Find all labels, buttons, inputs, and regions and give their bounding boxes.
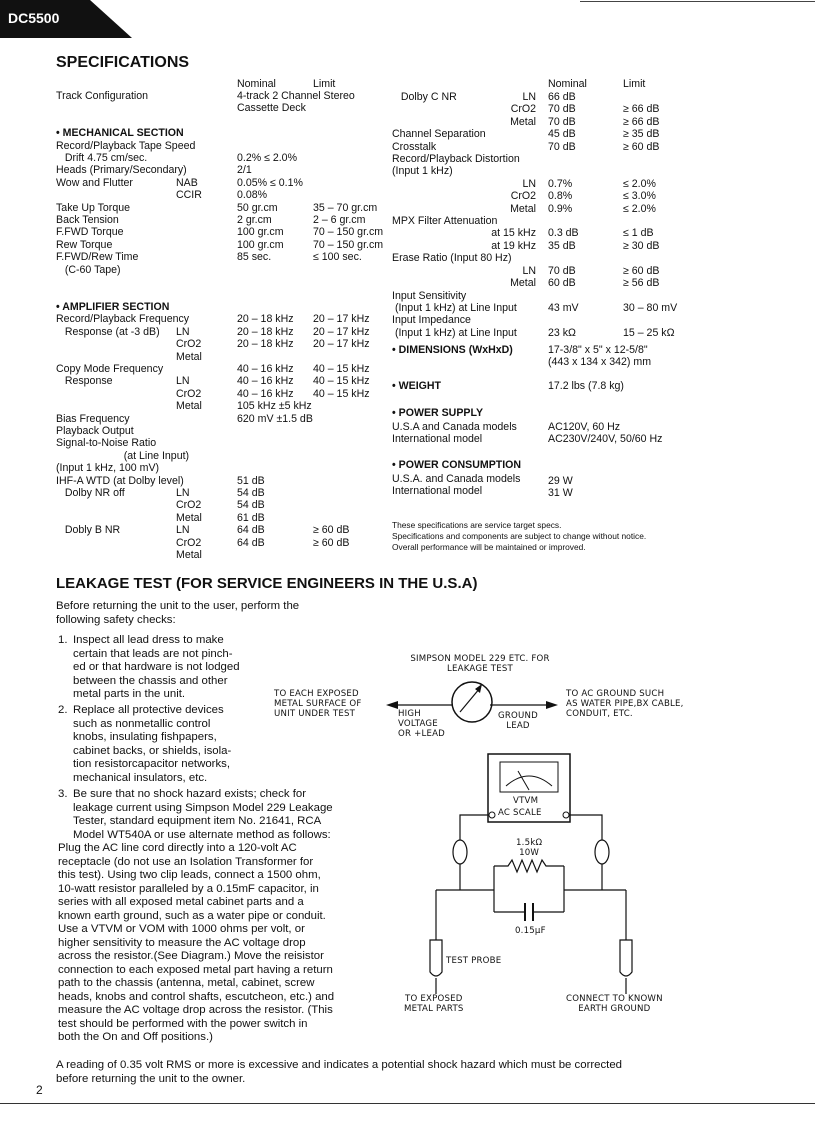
- weight-label: • WEIGHT: [392, 380, 442, 392]
- ac-scale-label: AC SCALE: [498, 808, 542, 818]
- leakage-title: LEAKAGE TEST (FOR SERVICE ENGINEERS IN THE U.S.A): [56, 575, 478, 592]
- left-spec-sublabels: NAB CCIR LN CrO2 Metal LN CrO2 Metal LN CrO2 Metal LN CrO2 Metal: [176, 176, 202, 562]
- power-supply-rows: U.S.A and Canada models International model: [392, 421, 517, 446]
- vtvm-label: VTVM: [513, 796, 539, 806]
- right-spec-nominal: 66 dB 70 dB 70 dB 45 dB 70 dB 0.7% 0.8% 0.9% 0.3 dB 35 dB 70 dB 60 dB 43 mV 23 kΩ: [548, 91, 579, 339]
- ground-lead-label: GROUND LEAD: [498, 711, 538, 731]
- test-probe-label: TEST PROBE: [446, 956, 502, 966]
- right-spec-sublabels: LN CrO2 Metal LN CrO2 Metal at 15 kHz at 19 kHz LN Metal: [491, 91, 536, 290]
- left-spec-labels: Track Configuration • MECHANICAL SECTION Record/Playback Tape Speed Drift 4.75 cm/sec. Heads (Primary/Secondary) Wow and Flutter Take Up Torque Back Tension F.FWD Torque Rew Torque F.FWD/Rew Time (C-60 Tape) • AMPLIFIER SECTION Record/Playback Frequency Response (at -3 dB) Copy Mode Frequency Response Bias Frequency Playback Output Signal-to-Noise Ratio (at Line Input) (Input 1 kHz, 100 mV) IHF-A WTD (at Dolby level) Dolby NR off Dobly B NR: [56, 90, 196, 537]
- capacitor-label: 0.15µF: [515, 926, 546, 936]
- left-spec-nominal: 4-track 2 Channel Stereo Cassette Deck 0.2% ≤ 2.0% 2/1 0.05% ≤ 0.1% 0.08% 50 gr.cm 2 gr.cm 100 gr.cm 100 gr.cm 85 sec. 20 – 18 kHz 20 – 18 kHz 20 – 18 kHz 40 – 16 kHz 40 – 16 kHz 40 – 16 kHz 105 kHz ±5 kHz 620 mV ±1.5 dB 51 dB 54 dB 54 dB 61 dB 64 dB 64 dB: [237, 90, 355, 549]
- item2-text: Replace all protective devices such as nonmetallic control knobs, insulating fishpapers, cabinet backs, or shields, isola- tion resistorcapacitor networks, mechanical insulators, etc.: [73, 704, 232, 784]
- dimensions-value: 17-3/8" x 5" x 12-5/8" (443 x 134 x 342) mm: [548, 344, 652, 369]
- power-consumption-label: • POWER CONSUMPTION: [392, 459, 522, 471]
- item1-number: 1.: [58, 634, 68, 646]
- dimensions-label: • DIMENSIONS (WxHxD): [392, 344, 513, 356]
- leakage-final: A reading of 0.35 volt RMS or more is excessive and indicates a potential shock hazard which must be corrected before returning the unit to the owner.: [56, 1059, 623, 1085]
- weight-value: 17.2 lbs (7.8 kg): [548, 380, 624, 392]
- item2-number: 2.: [58, 704, 68, 716]
- to-each-exposed-label: TO EACH EXPOSED METAL SURFACE OF UNIT UNDER TEST: [274, 689, 362, 719]
- to-ac-ground-label: TO AC GROUND SUCH AS WATER PIPE,BX CABLE, CONDUIT, ETC.: [566, 689, 684, 719]
- specs-title: SPECIFICATIONS: [56, 54, 190, 71]
- power-supply-values: AC120V, 60 Hz AC230V/240V, 50/60 Hz: [548, 421, 663, 446]
- left-limit-header: Limit: [313, 78, 336, 90]
- power-consumption-values: 29 W 31 W: [548, 475, 573, 500]
- specs-note: These specifications are service target specs. Specifications and components are subject to change without notice. Overall performance will be maintained or improved.: [392, 520, 647, 552]
- right-spec-labels: Dolby C NR Channel Separation Crosstalk Record/Playback Distortion (Input 1 kHz) MPX Filter Attenuation Erase Ratio (Input 80 Hz) Input Sensitivity (Input 1 kHz) at Line Input Input Impedance (Input 1 kHz) at Line Input: [392, 91, 520, 339]
- power-consumption-rows: U.S.A. and Canada models International model: [392, 473, 521, 498]
- left-spec-limit: 35 – 70 gr.cm 2 – 6 gr.cm 70 – 150 gr.cm 70 – 150 gr.cm ≤ 100 sec. 20 – 17 kHz 20 – 17 kHz 20 – 17 kHz 40 – 15 kHz 40 – 15 kHz 40 – 15 kHz ≥ 60 dB ≥ 60 dB: [313, 201, 384, 549]
- leakage-intro: Before returning the unit to the user, perform the following safety checks:: [56, 600, 300, 626]
- power-supply-label: • POWER SUPPLY: [392, 407, 484, 419]
- item3-text: Be sure that no shock hazard exists; check for leakage current using Simpson Model 229 Leakage Tester, standard equipment item No. 21641, RCA Model WT540A or use alternate method as follows:: [73, 788, 333, 841]
- high-voltage-label: HIGH VOLTAGE OR +LEAD: [398, 709, 445, 739]
- to-exposed-label: TO EXPOSED METAL PARTS: [404, 994, 464, 1014]
- simpson-label: SIMPSON MODEL 229 ETC. FOR LEAKAGE TEST: [410, 654, 550, 674]
- right-limit-header: Limit: [623, 78, 646, 90]
- item1-text: Inspect all lead dress to make certain that leads are not pinch- ed or that hardware is not lodged between the chassis and other metal parts in the unit.: [73, 634, 240, 700]
- page-number: 2: [36, 1083, 43, 1097]
- item3-number: 3.: [58, 788, 68, 800]
- leakage-body: Plug the AC line cord directly into a 120-volt AC receptacle (do not use an Isolation Transformer for this test). Using two clip leads, connect a 1500 ohm, 10-watt resistor paralleled by a 0.15mF capacitor, in series with all exposed metal cabinet parts and a known earth ground, such as a water pipe or conduit. Use a VTVM or VOM with 1000 ohms per volt, or higher sensitivity to measure the AC voltage drop across the resistor.(See Diagram.) Move the reisistor connection to each exposed metal part having a return path to the chassis (antenna, metal, cabinet, screw heads, knobs and control shafts, escutcheon, etc.) and measure the AC voltage drop across the resistor. (This test should be performed with the power switch in both the On and Off positions.): [58, 842, 335, 1043]
- resistor-label: 1.5kΩ 10W: [516, 838, 543, 858]
- bottom-rule: [0, 1103, 815, 1104]
- right-nominal-header: Nominal: [548, 78, 587, 90]
- model-label: DC5500: [8, 10, 60, 26]
- connect-earth-label: CONNECT TO KNOWN EARTH GROUND: [566, 994, 663, 1014]
- right-spec-limit: ≥ 66 dB ≥ 66 dB ≥ 35 dB ≥ 60 dB ≤ 2.0% ≤ 3.0% ≤ 2.0% ≤ 1 dB ≥ 30 dB ≥ 60 dB ≥ 56 dB 30 – 80 mV 15 – 25 kΩ: [623, 103, 678, 339]
- left-nominal-header: Nominal: [237, 78, 276, 90]
